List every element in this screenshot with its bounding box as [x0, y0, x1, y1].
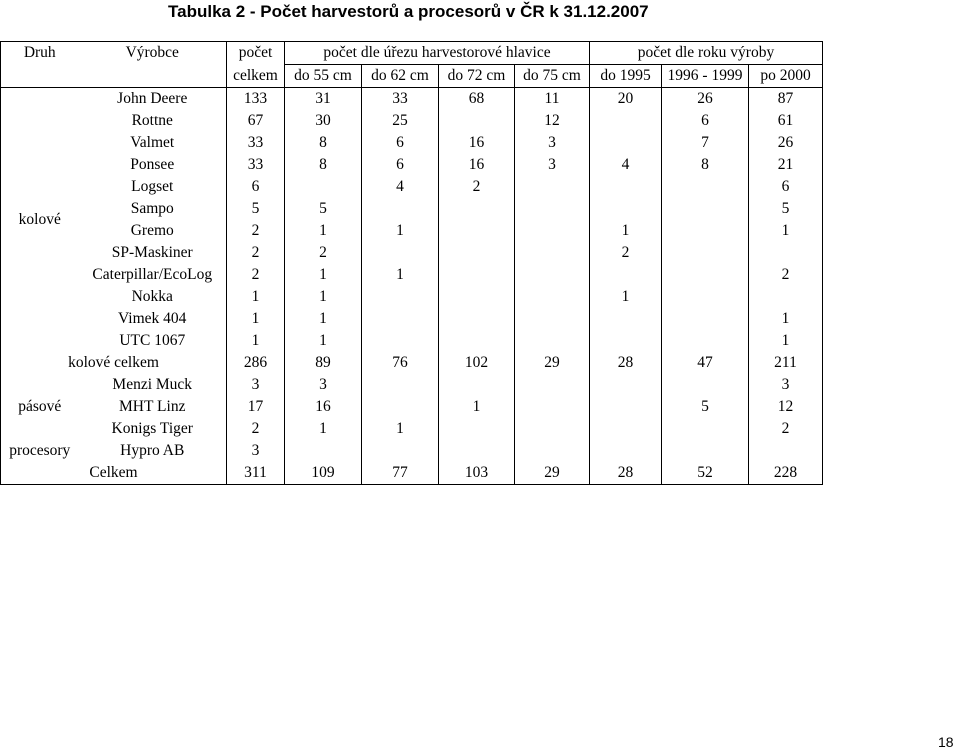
- value-cell: 26: [749, 132, 823, 154]
- manufacturer-name: Konigs Tiger: [79, 418, 227, 440]
- value-cell: [662, 264, 749, 286]
- value-cell: 1: [749, 330, 823, 352]
- value-cell: 29: [515, 462, 590, 485]
- category-label: kolové: [1, 209, 79, 231]
- value-cell: 16: [439, 132, 515, 154]
- manufacturer-name: Gremo: [79, 220, 227, 242]
- value-cell: [662, 440, 749, 462]
- table-row: [1, 110, 823, 132]
- value-cell: [515, 220, 590, 242]
- value-cell: [590, 396, 662, 418]
- value-cell: 133: [227, 88, 285, 111]
- value-cell: 2: [227, 418, 285, 440]
- value-cell: [362, 198, 439, 220]
- value-cell: 29: [515, 352, 590, 374]
- value-cell: [285, 440, 362, 462]
- value-cell: 28: [590, 352, 662, 374]
- table-row: [1, 264, 823, 286]
- header-sub: do 55 cm: [285, 65, 362, 88]
- value-cell: 47: [662, 352, 749, 374]
- header-vyrobce: Výrobce: [79, 42, 227, 65]
- value-cell: [515, 308, 590, 330]
- manufacturer-name: Logset: [79, 176, 227, 198]
- value-cell: [439, 110, 515, 132]
- value-cell: [590, 374, 662, 396]
- value-cell: [662, 220, 749, 242]
- table-row: [1, 198, 823, 220]
- value-cell: 3: [227, 440, 285, 462]
- table-row: [1, 88, 823, 111]
- header-sub: 1996 - 1999: [662, 65, 749, 88]
- value-cell: 2: [749, 418, 823, 440]
- value-cell: 76: [362, 352, 439, 374]
- value-cell: 1: [362, 220, 439, 242]
- value-cell: 7: [662, 132, 749, 154]
- manufacturer-name: Sampo: [79, 198, 227, 220]
- table-row: [1, 220, 823, 242]
- value-cell: [749, 286, 823, 308]
- value-cell: [515, 418, 590, 440]
- value-cell: 3: [515, 154, 590, 176]
- header-group-hlavice: počet dle úřezu harvestorové hlavice: [285, 42, 590, 65]
- table-row: [1, 132, 823, 154]
- value-cell: 61: [749, 110, 823, 132]
- value-cell: 1: [362, 418, 439, 440]
- table-row: [1, 418, 823, 440]
- value-cell: 6: [227, 176, 285, 198]
- value-cell: [362, 286, 439, 308]
- value-cell: 31: [285, 88, 362, 111]
- table-row: [1, 440, 823, 462]
- table-row: [1, 374, 823, 396]
- value-cell: 16: [439, 154, 515, 176]
- value-cell: 12: [749, 396, 823, 418]
- value-cell: [590, 110, 662, 132]
- value-cell: 33: [227, 132, 285, 154]
- value-cell: 5: [662, 396, 749, 418]
- value-cell: [515, 198, 590, 220]
- value-cell: 311: [227, 462, 285, 485]
- value-cell: 68: [439, 88, 515, 111]
- header-sub: do 62 cm: [362, 65, 439, 88]
- value-cell: 102: [439, 352, 515, 374]
- category-label: procesory: [1, 440, 79, 462]
- value-cell: [362, 242, 439, 264]
- value-cell: [515, 440, 590, 462]
- value-cell: 2: [439, 176, 515, 198]
- manufacturer-name: Valmet: [79, 132, 227, 154]
- value-cell: 1: [749, 308, 823, 330]
- value-cell: 6: [749, 176, 823, 198]
- table-title: Tabulka 2 - Počet harvestorů a procesorů v ČR k 31.12.2007: [168, 2, 649, 21]
- value-cell: 228: [749, 462, 823, 485]
- value-cell: 1: [227, 308, 285, 330]
- manufacturer-name: Ponsee: [79, 154, 227, 176]
- value-cell: 16: [285, 396, 362, 418]
- value-cell: [590, 308, 662, 330]
- header-sub: do 72 cm: [439, 65, 515, 88]
- header-sub: do 75 cm: [515, 65, 590, 88]
- table-row: [1, 286, 823, 308]
- value-cell: 67: [227, 110, 285, 132]
- value-cell: 21: [749, 154, 823, 176]
- value-cell: 4: [590, 154, 662, 176]
- header-celkem: celkem: [227, 65, 285, 88]
- row-label: kolové celkem: [1, 352, 227, 374]
- value-cell: [662, 374, 749, 396]
- value-cell: [439, 220, 515, 242]
- value-cell: 33: [227, 154, 285, 176]
- value-cell: 6: [362, 132, 439, 154]
- value-cell: [590, 330, 662, 352]
- value-cell: 103: [439, 462, 515, 485]
- value-cell: 1: [439, 396, 515, 418]
- manufacturer-name: Rottne: [79, 110, 227, 132]
- value-cell: [662, 176, 749, 198]
- value-cell: 1: [590, 220, 662, 242]
- value-cell: 2: [285, 242, 362, 264]
- value-cell: 6: [662, 110, 749, 132]
- header-druh: Druh: [1, 42, 79, 65]
- harvester-table: [0, 41, 823, 485]
- table-row: [1, 396, 823, 418]
- value-cell: [439, 330, 515, 352]
- manufacturer-name: UTC 1067: [79, 330, 227, 352]
- value-cell: [439, 308, 515, 330]
- value-cell: 8: [285, 132, 362, 154]
- value-cell: [362, 308, 439, 330]
- value-cell: 17: [227, 396, 285, 418]
- value-cell: 3: [285, 374, 362, 396]
- value-cell: 1: [285, 418, 362, 440]
- value-cell: 286: [227, 352, 285, 374]
- value-cell: 30: [285, 110, 362, 132]
- value-cell: [515, 264, 590, 286]
- value-cell: 5: [227, 198, 285, 220]
- value-cell: [590, 132, 662, 154]
- value-cell: 211: [749, 352, 823, 374]
- value-cell: 6: [362, 154, 439, 176]
- value-cell: [362, 374, 439, 396]
- value-cell: 20: [590, 88, 662, 111]
- value-cell: [515, 330, 590, 352]
- value-cell: [439, 242, 515, 264]
- value-cell: [515, 374, 590, 396]
- value-cell: 11: [515, 88, 590, 111]
- manufacturer-name: Hypro AB: [79, 440, 227, 462]
- value-cell: [362, 440, 439, 462]
- manufacturer-name: Menzi Muck: [79, 374, 227, 396]
- value-cell: [515, 286, 590, 308]
- value-cell: 3: [227, 374, 285, 396]
- table-row: [1, 352, 823, 374]
- value-cell: [662, 242, 749, 264]
- value-cell: [662, 308, 749, 330]
- value-cell: [439, 198, 515, 220]
- value-cell: [285, 176, 362, 198]
- manufacturer-name: Vimek 404: [79, 308, 227, 330]
- value-cell: [590, 264, 662, 286]
- manufacturer-name: Nokka: [79, 286, 227, 308]
- value-cell: 1: [285, 330, 362, 352]
- value-cell: 12: [515, 110, 590, 132]
- value-cell: 1: [362, 264, 439, 286]
- value-cell: 87: [749, 88, 823, 111]
- value-cell: [439, 440, 515, 462]
- category-label: pásové: [1, 396, 79, 418]
- header-sub: do 1995: [590, 65, 662, 88]
- value-cell: 3: [515, 132, 590, 154]
- value-cell: [515, 242, 590, 264]
- value-cell: [749, 242, 823, 264]
- page-number: 18: [938, 734, 954, 750]
- manufacturer-name: John Deere: [79, 88, 227, 111]
- value-cell: [662, 330, 749, 352]
- value-cell: [749, 440, 823, 462]
- value-cell: [662, 418, 749, 440]
- table-row: [1, 462, 823, 485]
- value-cell: [590, 418, 662, 440]
- value-cell: [662, 286, 749, 308]
- value-cell: [515, 176, 590, 198]
- value-cell: 3: [749, 374, 823, 396]
- table-row: [1, 176, 823, 198]
- value-cell: 2: [227, 242, 285, 264]
- manufacturer-name: MHT Linz: [79, 396, 227, 418]
- value-cell: 1: [285, 308, 362, 330]
- header-pocet: počet: [227, 42, 285, 65]
- value-cell: 1: [285, 220, 362, 242]
- table-row: [1, 330, 823, 352]
- value-cell: 1: [749, 220, 823, 242]
- value-cell: 89: [285, 352, 362, 374]
- value-cell: 28: [590, 462, 662, 485]
- value-cell: [362, 396, 439, 418]
- value-cell: 52: [662, 462, 749, 485]
- value-cell: 77: [362, 462, 439, 485]
- value-cell: 5: [749, 198, 823, 220]
- value-cell: [439, 418, 515, 440]
- value-cell: 8: [285, 154, 362, 176]
- value-cell: 2: [227, 220, 285, 242]
- value-cell: [439, 286, 515, 308]
- value-cell: 5: [285, 198, 362, 220]
- value-cell: [590, 440, 662, 462]
- value-cell: 1: [227, 286, 285, 308]
- value-cell: 33: [362, 88, 439, 111]
- value-cell: [590, 176, 662, 198]
- value-cell: [362, 330, 439, 352]
- value-cell: [515, 396, 590, 418]
- value-cell: 26: [662, 88, 749, 111]
- value-cell: 1: [285, 264, 362, 286]
- table-row: [1, 242, 823, 264]
- value-cell: 2: [749, 264, 823, 286]
- value-cell: [590, 198, 662, 220]
- manufacturer-name: SP-Maskiner: [79, 242, 227, 264]
- value-cell: [439, 374, 515, 396]
- value-cell: 8: [662, 154, 749, 176]
- value-cell: 2: [590, 242, 662, 264]
- value-cell: 109: [285, 462, 362, 485]
- row-label: Celkem: [1, 462, 227, 485]
- value-cell: 25: [362, 110, 439, 132]
- manufacturer-name: Caterpillar/EcoLog: [79, 264, 227, 286]
- table-row: [1, 308, 823, 330]
- value-cell: [662, 198, 749, 220]
- value-cell: 1: [590, 286, 662, 308]
- header-sub: po 2000: [749, 65, 823, 88]
- value-cell: 1: [285, 286, 362, 308]
- header-group-roku: počet dle roku výroby: [590, 42, 823, 65]
- value-cell: 1: [227, 330, 285, 352]
- table-row: [1, 154, 823, 176]
- value-cell: 2: [227, 264, 285, 286]
- value-cell: 4: [362, 176, 439, 198]
- value-cell: [439, 264, 515, 286]
